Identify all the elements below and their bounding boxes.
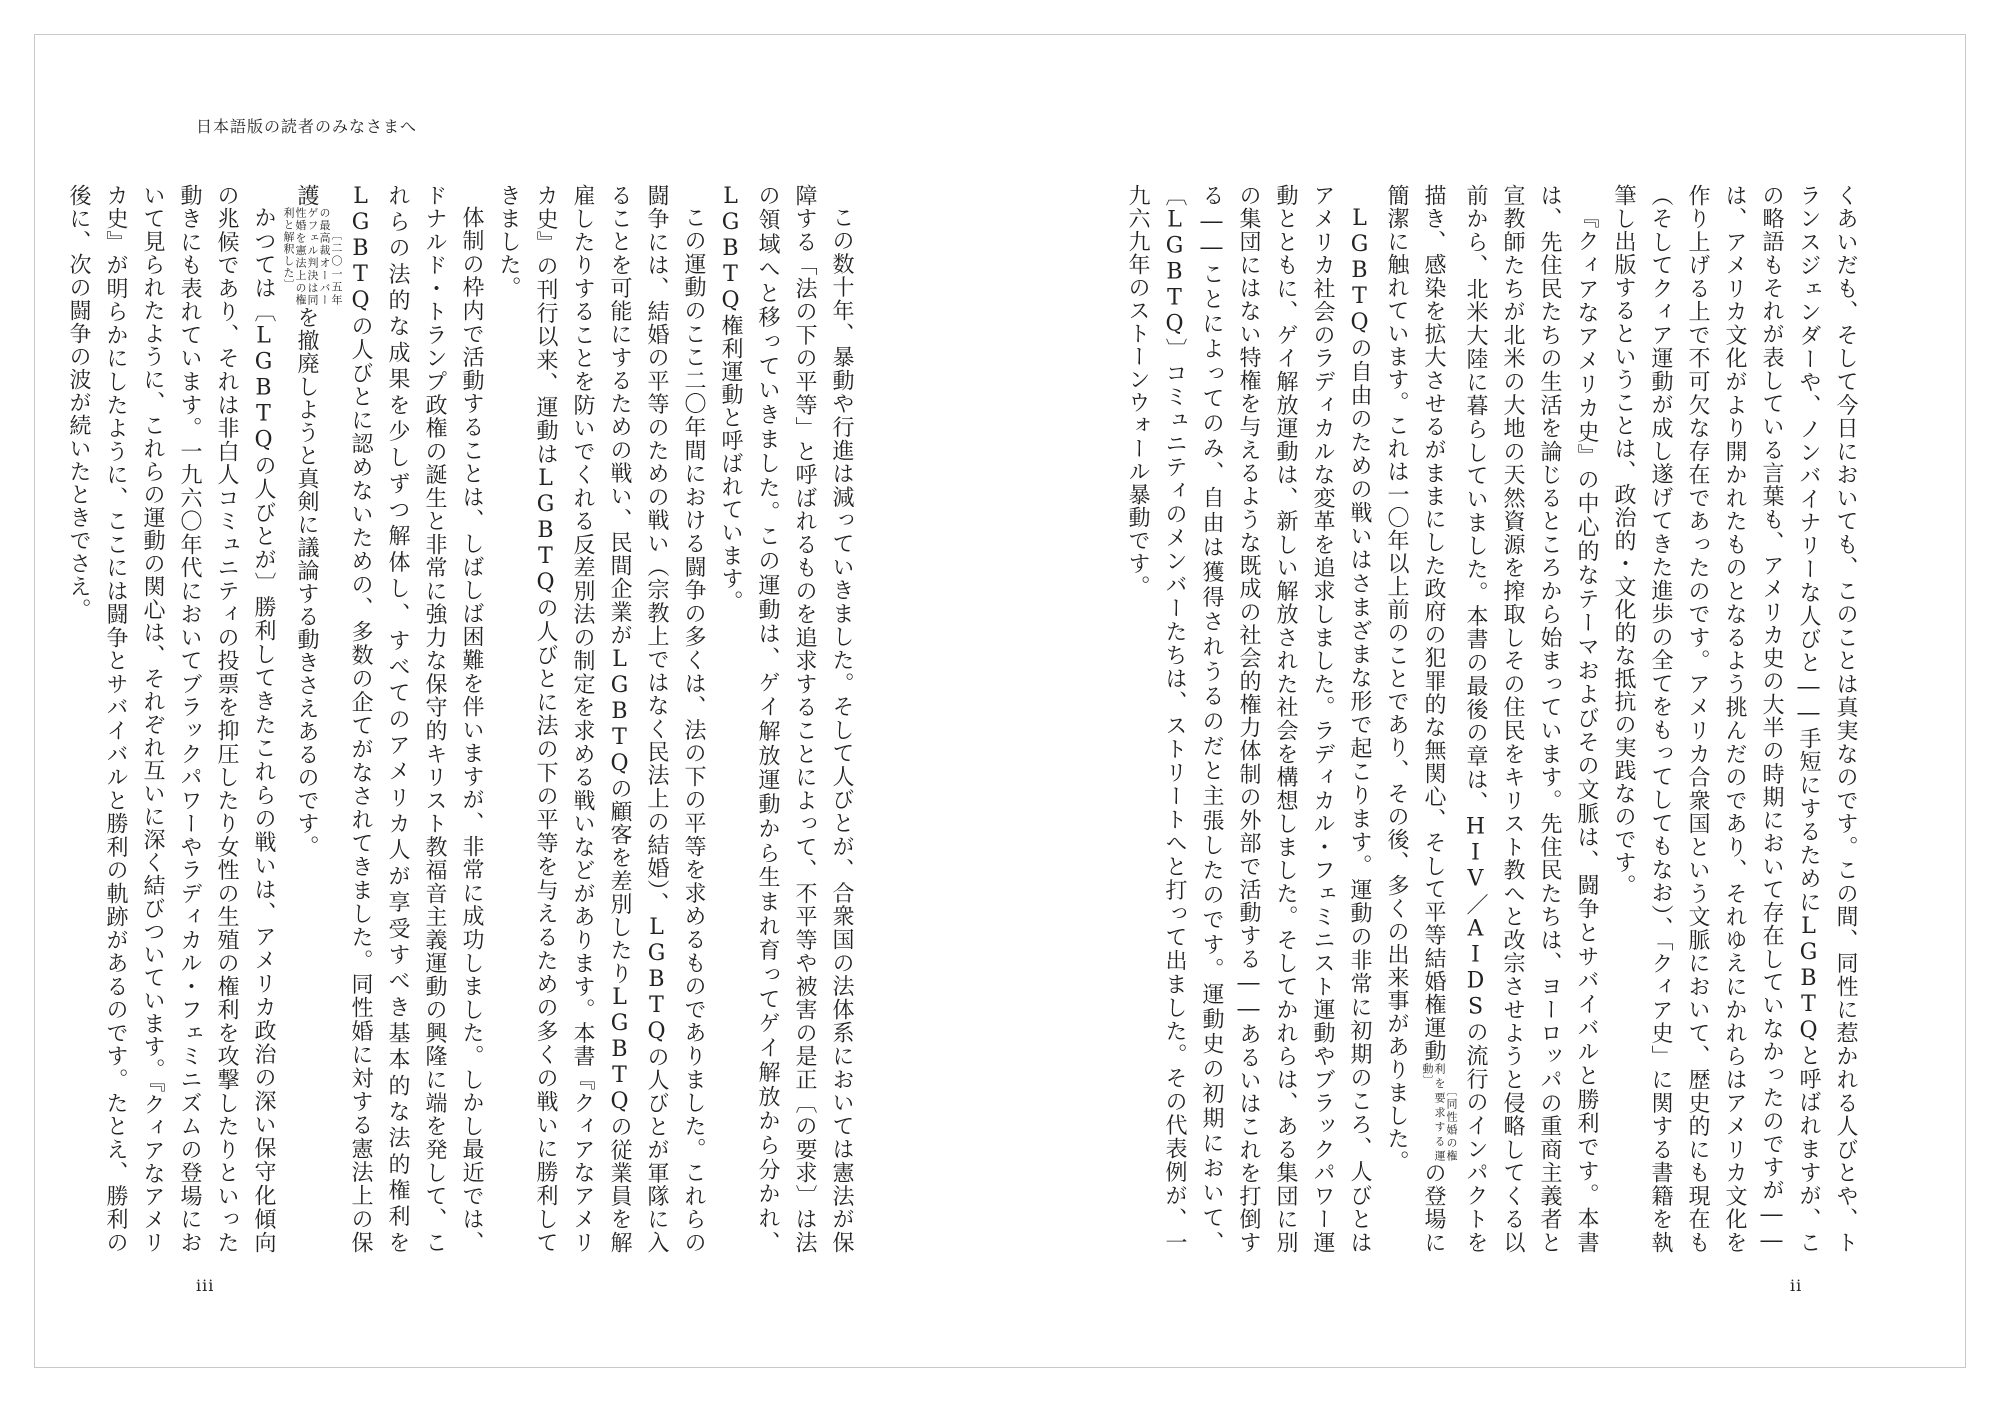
inline-note: 〔同性婚の権利を要求する運動〕 [1421, 1062, 1458, 1162]
paragraph [60, 184, 282, 1254]
paragraph-text: この運動のここ二〇年間における闘争の多くは、法の下の平等を求めるものでありました。これらの闘争には、結婚の平等のための戦い（宗教上ではなく民法上の結婚）、LGBTQの人びとが軍隊に入ることを可能にするための戦い、民間企業がLGBTQの顧客を差別したりLGBTQの従業員を解雇したりすることを防いでくれる反差別法の制定を求める戦いなどがあります。本書『クィアなアメリカ史』の刊行以来、運動はLGBTQの人びとに法の下の平等を与えるための多くの戦いに勝利してきました。 [496, 184, 706, 1255]
paragraph [1378, 184, 1605, 1254]
paragraph-text: かつては〔LGBTQの人びとが〕勝利してきたこれらの戦いは、アメリカ政治の深い保守化傾向の兆候であり、それは非白人コミュニティの投票を抑圧したり女性の生殖の権利を攻撃したりといった動きにも表れています。一九六〇年代においてブラックパワーやラディカル・フェミニズムの登場において見られたように、これらの運動の関心は、それぞれ互いに深く結びついています。『クィアなアメリカ史』が明らかにしたように、ここには闘争とサバイバルと勝利の軌跡があるのです。たとえ、勝利の後に、次の闘争の波が続いたときでさえ。 [66, 184, 276, 1254]
paragraph-text: LGBTQの自由のための戦いはさまざまな形で起こります。運動の非常に初期のころ、人びとはアメリカ社会のラディカルな変革を追求しました。ラディカル・フェミニスト運動やブラックパワー運動とともに、ゲイ解放運動は、新しい解放された社会を構想しました。そしてかれらは、ある集団に別の集団にはない特権を与えるような既成の社会的権力体制の外部で活動する――あるいはこれを打倒する――ことによってのみ、自由は獲得されうるのだと主張したのです。運動史の初期において、〔LGBTQ〕コミュニティのメンバーたちは、ストリートへと打って出ました。その代表例が、一九六九年のストーンウォール暴動です。 [1125, 184, 1372, 1254]
paragraph [490, 184, 712, 1254]
right-page [1000, 0, 2000, 1402]
page-number: iii [196, 1276, 215, 1295]
paragraph-text: の登場に簡潔に触れています。これは一〇年以上前のことであり、その後、多くの出来事がありました。 [1384, 184, 1446, 1255]
paragraph [282, 184, 490, 1254]
paragraph-text: くあいだも、そして今日においても、このことは真実なのです。この間、同性に惹かれる人びとや、トランスジェンダーや、ノンバイナリーな人びと――手短にするためにLGBTQと呼ばれますが、この略語もそれが表している言葉も、アメリカ史の大半の時期において存在していなかったのですが――は、アメリカ文化がより開かれたものとなるよう挑んだのであり、それゆえにかれらはアメリカ文化を作り上げる上で不可欠な存在であったのです。アメリカ合衆国という文脈において、歴史的にも現在も（そしてクィア運動が成し遂げてきた進歩の全てをもってしてもなお）、「クィア史」に関する書籍を執筆し出版するということは、政治的・文化的な抵抗の実践なのです。 [1611, 184, 1858, 1255]
page-number: ii [1790, 1276, 1803, 1295]
left-page-body [66, 184, 860, 1255]
paragraph [712, 184, 860, 1254]
paragraph-text: この数十年、暴動や行進は減っていきました。そして人びとが、合衆国の法体系においては憲法が保障する「法の下の平等」と呼ばれるものを追求することによって、不平等や被害の是正〔の要求〕は法の領域へと移っていきました。この運動は、ゲイ解放運動から生まれ育ってゲイ解放から分かれ、LGBTQ権利運動と呼ばれています。 [718, 184, 854, 1254]
paragraph-text: 『クィアなアメリカ史』の中心的なテーマおよびその文脈は、闘争とサバイバルと勝利です。本書は、先住民たちの生活を論じるところから始まっています。先住民たちは、ヨーロッパの重商主義者と宣教師たちが北米の大地の天然資源を搾取しその住民をキリスト教へと改宗させようと侵略してくる以前から、北米大陸に暮らしていました。本書の最後の章は、HIV／AIDSの流行のインパクトを描き、感染を拡大させるがままにした政府の犯罪的な無関心、そして平等結婚権運動 [1421, 184, 1599, 1254]
paragraph [1119, 184, 1378, 1254]
running-head: 日本語版の読者のみなさまへ [196, 117, 418, 136]
inline-note: 〔二〇一五年の最高裁オーバーゲフェル判決は同性婚を憲法上の権利と解釈した〕 [282, 207, 343, 306]
paragraph [1605, 184, 1864, 1254]
paragraph-text: を撤廃しようと真剣に議論する動きさえあるのです。 [294, 306, 319, 858]
right-page-body [1125, 184, 1864, 1255]
paragraph-text: 体制の枠内で活動することは、しばしば困難を伴いますが、非常に成功しました。しかし最近では、ドナルド・トランプ政権の誕生と非常に強力な保守的キリスト教福音主義運動の興隆に端を発して、これらの法的な成果を少しずつ解体し、すべてのアメリカ人が享受すべき基本的な法的権利をLGBTQの人びとに認めないための、多数の企てがなされてきました。同性婚に対する憲法上の保護 [294, 184, 484, 1254]
